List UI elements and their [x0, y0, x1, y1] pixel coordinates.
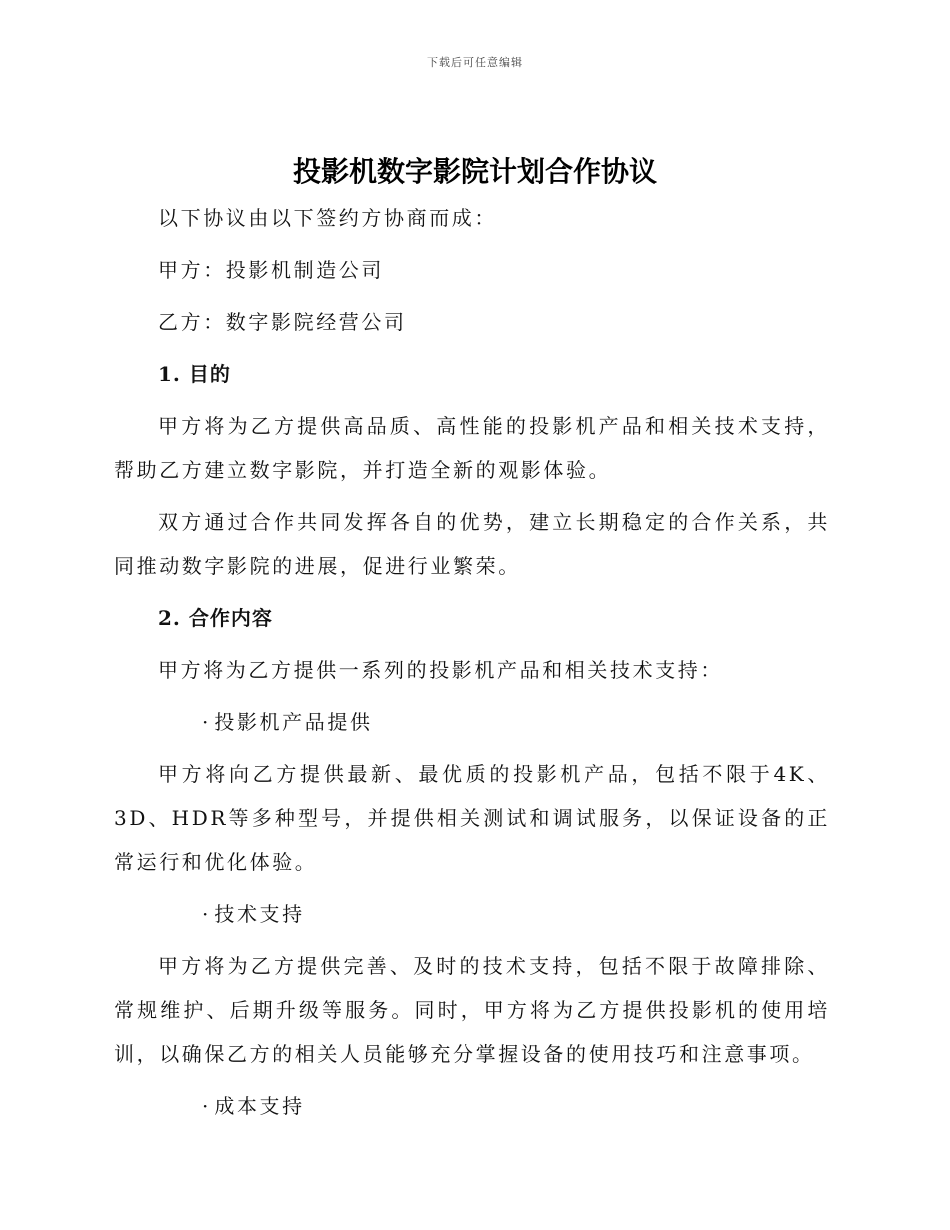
bullet-item-cost-support	[114, 1084, 830, 1128]
bullet-dot: ·	[202, 902, 209, 926]
bullet-item-title: 成本支持	[214, 1094, 305, 1118]
party-b-line: 乙方：数字影院经营公司	[158, 310, 407, 334]
intro-paragraph: 以下协议由以下签约方协商而成：	[158, 206, 497, 230]
header-note: 下载后可任意编辑	[427, 56, 523, 69]
bullet-item-title: 技术支持	[214, 902, 305, 926]
document-body	[114, 196, 830, 1136]
section-1-paragraph-2: 双方通过合作共同发挥各自的优势，建立长期稳定的合作关系，共同推动数字影院的进展，促进行业繁荣。	[114, 510, 830, 578]
bullet-item-title: 投影机产品提供	[214, 710, 373, 734]
document-title: 投影机数字影院计划合作协议	[292, 155, 657, 188]
bullet-item-projector-supply	[114, 700, 830, 744]
section-1-paragraph-1: 甲方将为乙方提供高品质、高性能的投影机产品和相关技术支持，帮助乙方建立数字影院，并打造全新的观影体验。	[114, 414, 830, 482]
section-2-intro: 甲方将为乙方提供一系列的投影机产品和相关技术支持：	[158, 658, 723, 682]
party-a-line: 甲方：投影机制造公司	[158, 258, 384, 282]
section-2-heading: 2. 合作内容	[158, 606, 273, 630]
bullet-item-tech-support	[114, 892, 830, 936]
bullet-dot: ·	[202, 710, 209, 734]
bullet-item-tech-support-text: 甲方将为乙方提供完善、及时的技术支持，包括不限于故障排除、常规维护、后期升级等服务。同时，甲方将为乙方提供投影机的使用培训，以确保乙方的相关人员能够充分掌握设备的使用技巧和注意事项。	[114, 954, 830, 1066]
section-1-heading: 1. 目的	[158, 362, 231, 386]
bullet-dot: ·	[202, 1094, 209, 1118]
bullet-item-projector-supply-text: 甲方将向乙方提供最新、最优质的投影机产品，包括不限于4K、3D、HDR等多种型号，并提供相关测试和调试服务，以保证设备的正常运行和优化体验。	[114, 762, 830, 874]
